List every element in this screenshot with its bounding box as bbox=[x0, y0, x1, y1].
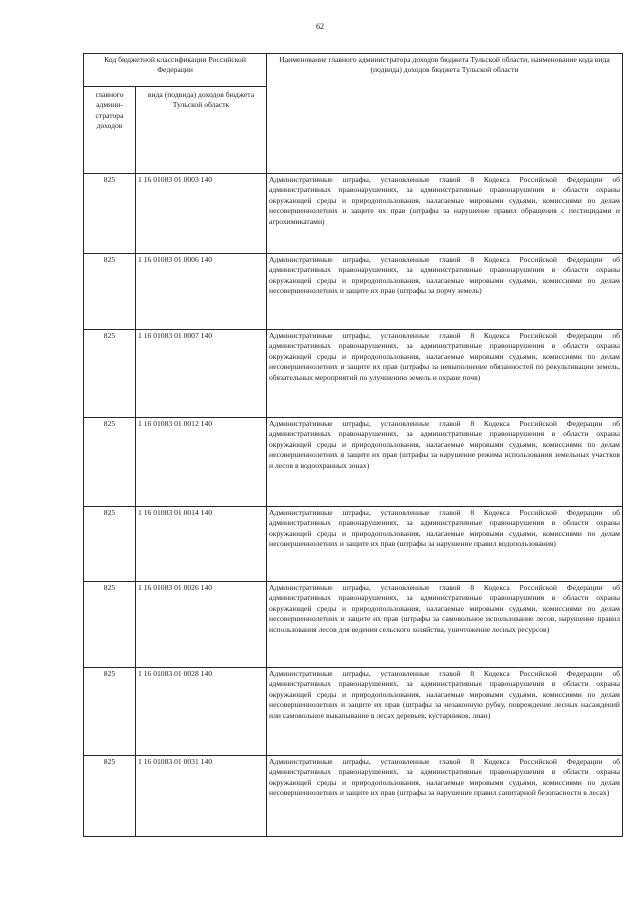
description-cell: Административные штрафы, установленные главой 8 Кодекса Российской Федерации об административных правонарушениях, за административные правонарушения в области охраны окружающей среды и природопользования, налагаемые мировыми судьями, комиссиями по делам несовершеннолетних и защите их прав (штрафы за порчу земель) bbox=[267, 254, 623, 330]
income-kind-header: вида (подвида) доходов бюджета Тульской областк bbox=[136, 87, 267, 174]
table-row bbox=[84, 418, 623, 507]
admin-code-cell: 825 bbox=[84, 174, 136, 254]
income-code-cell: 1 16 01083 01 0031 140 bbox=[136, 756, 267, 837]
income-code-cell: 1 16 01083 01 0003 140 bbox=[136, 174, 267, 254]
description-cell: Административные штрафы, установленные главой 8 Кодекса Российской Федерации об административных правонарушениях, за административные правонарушения в области охраны окружающей среды и природопользования, налагаемые мировыми судьями, комиссиями по делам несовершеннолетних и защите их прав (штрафы за нарушение правил санитарной безопасности в лесах) bbox=[267, 756, 623, 837]
description-cell: Административные штрафы, установленные главой 8 Кодекса Российской Федерации об административных правонарушениях, за административные правонарушения в области охраны окружающей среды и природопользования, налагаемые мировыми судьями, комиссиями по делам несовершеннолетних и защите их прав (штрафы за незаконную рубку, повреждение лесных насаждений или самовольное выкапывание в лесах деревьев, кустарников, лиан) bbox=[267, 668, 623, 756]
budget-classification-table bbox=[83, 53, 623, 837]
table-row bbox=[84, 582, 623, 668]
income-code-cell: 1 16 01083 01 0006 140 bbox=[136, 254, 267, 330]
income-code-cell: 1 16 01083 01 0007 140 bbox=[136, 330, 267, 418]
table-row bbox=[84, 507, 623, 582]
admin-code-cell: 825 bbox=[84, 668, 136, 756]
table-row bbox=[84, 668, 623, 756]
admin-code-cell: 825 bbox=[84, 582, 136, 668]
admin-code-cell: 825 bbox=[84, 507, 136, 582]
admin-code-cell: 825 bbox=[84, 418, 136, 507]
income-code-cell: 1 16 01083 01 0014 140 bbox=[136, 507, 267, 582]
admin-code-cell: 825 bbox=[84, 330, 136, 418]
income-code-cell: 1 16 01083 01 0026 140 bbox=[136, 582, 267, 668]
admin-code-cell: 825 bbox=[84, 756, 136, 837]
admin-code-cell: 825 bbox=[84, 254, 136, 330]
description-cell: Административные штрафы, установленные главой 8 Кодекса Российской Федерации об административных правонарушениях, за административные правонарушения в области охраны окружающей среды и природопользования, налагаемые мировыми судьями, комиссиями по делам несовершеннолетних и защите их прав (штрафы за нарушение правил обращения с пестицидами и агрохимикатами) bbox=[267, 174, 623, 254]
description-cell: Административные штрафы, установленные главой 8 Кодекса Российской Федерации об административных правонарушениях, за административные правонарушения в области охраны окружающей среды и природопользования, налагаемые мировыми судьями, комиссиями по делам несовершеннолетних и защите их прав (штрафы за нарушение правил водопользования) bbox=[267, 507, 623, 582]
table-row bbox=[84, 254, 623, 330]
admin-name-header: Наименование главного администратора доходов бюджета Тульской области, наименование кода вида (подвида) доходов бюджета Тульской области bbox=[267, 54, 623, 174]
kbk-header: Код бюджетной классификации Российской Федерации bbox=[84, 54, 267, 87]
income-code-cell: 1 16 01083 01 0012 140 bbox=[136, 418, 267, 507]
description-cell: Административные штрафы, установленные главой 8 Кодекса Российской Федерации об административных правонарушениях, за административные правонарушения в области охраны окружающей среды и природопользования, налагаемые мировыми судьями, комиссиями по делам несовершеннолетних и защите их прав (штрафы за невыполнение обязанностей по рекультивации земель, обязательных мероприятий по улучшению земель и охране почв) bbox=[267, 330, 623, 418]
income-code-cell: 1 16 01083 01 0028 140 bbox=[136, 668, 267, 756]
description-cell: Административные штрафы, установленные главой 8 Кодекса Российской Федерации об административных правонарушениях, за административные правонарушения в области охраны окружающей среды и природопользования, налагаемые мировыми судьями, комиссиями по делам несовершеннолетних и защите их прав (штрафы за самовольное использование лесов, нарушение правил использования лесов для ведения сельского хозяйства, уничтожение лесных ресурсов) bbox=[267, 582, 623, 668]
table-row bbox=[84, 756, 623, 837]
page-number: 62 bbox=[316, 22, 324, 31]
table-row bbox=[84, 174, 623, 254]
description-cell: Административные штрафы, установленные главой 8 Кодекса Российской Федерации об административных правонарушениях, за административные правонарушения в области охраны окружающей среды и природопользования, налагаемые мировыми судьями, комиссиями по делам несовершеннолетних и защите их прав (штрафы за нарушение режима использования земельных участков и лесов в водоохранных зонах) bbox=[267, 418, 623, 507]
table-row bbox=[84, 330, 623, 418]
admin-code-header: главного админи-стратора доходов bbox=[84, 87, 136, 174]
